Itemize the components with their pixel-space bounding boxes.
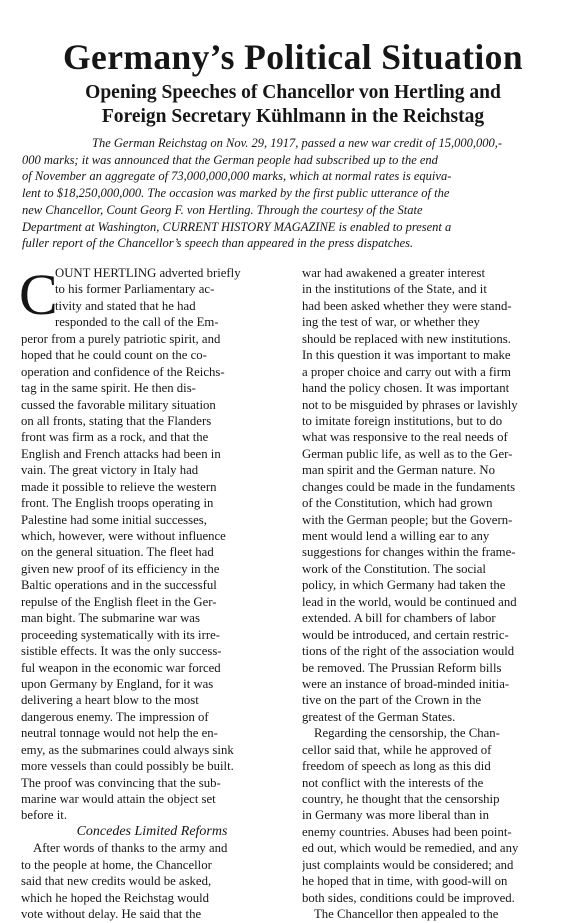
body-line: changes could be made in the fundaments (302, 479, 516, 494)
body-line: tions of the right of the association would (302, 644, 515, 659)
body-line: sistible effects. It was the only success- (21, 644, 222, 659)
intro-line: fuller report of the Chancellor’s speech than appeared in the press dispatches. (22, 236, 414, 251)
body-line: had been asked whether they were stand- (302, 298, 512, 313)
body-line: ful weapon in the economic war forced (21, 660, 221, 675)
body-line: which he hoped the Reichstag would (21, 890, 210, 905)
body-line: In this question it was important to make (302, 348, 511, 363)
body-line: Baltic operations and in the successful (21, 578, 217, 593)
body-line: given new proof of its efficiency in the (21, 561, 220, 576)
body-line: be removed. The Prussian Reform bills (302, 660, 502, 675)
body-line: Palestine had some initial successes, (21, 512, 207, 527)
body-line: both sides, conditions could be improved. (302, 890, 515, 905)
body-line: ing the test of war, or whether they (302, 315, 480, 330)
body-line: to his former Parliamentary ac- (55, 282, 215, 297)
body-line: before it. (21, 808, 68, 823)
body-line: enemy countries. Abuses had been point- (302, 824, 512, 839)
body-line: of the Constitution, which had grown (302, 496, 493, 511)
body-line: should be replaced with new institutions. (302, 331, 511, 346)
body-line: suggestions for changes within the frame- (302, 545, 516, 560)
body-line: The proof was convincing that the sub- (21, 775, 221, 790)
body-line: dangerous enemy. The impression of (21, 709, 209, 724)
drop-cap: C (19, 262, 58, 327)
intro-line: The German Reichstag on Nov. 29, 1917, passed a new war credit of 15,000,000,- (92, 136, 503, 150)
body-line: work of the Constitution. The social (302, 561, 486, 576)
left-column (19, 262, 283, 923)
body-line: OUNT HERTLING adverted briefly (55, 266, 241, 280)
intro-line: 000 marks; it was announced that the German people had subscribed up to the end (22, 152, 438, 167)
body-line: vain. The great victory in Italy had (21, 463, 199, 478)
body-line: tive on the part of the Crown in the (302, 693, 482, 708)
body-line: a proper choice and carry out with a firm (302, 364, 511, 379)
body-line: neutral tonnage would not help the en- (21, 726, 218, 741)
body-line: with the German people; but the Govern- (302, 512, 513, 527)
body-line: proceeding systematically with its irre- (21, 627, 220, 642)
body-line: hand the policy chosen. It was important (302, 381, 510, 396)
body-line: emy, as the submarines could always sink (21, 742, 234, 757)
body-line: on all fronts, stating that the Flanders (21, 413, 212, 428)
body-line: responded to the call of the Em- (55, 315, 219, 330)
body-line: hoped that he could count on the co- (21, 348, 207, 363)
body-line: lead in the world, would be continued and (302, 594, 517, 609)
body-line: peror from a purely patriotic spirit, and (21, 331, 221, 346)
body-line: marine war would attain the object set (21, 792, 216, 806)
body-line: what was responsive to the real needs of (302, 430, 508, 445)
body-line: cussed the favorable military situation (21, 397, 216, 412)
body-line: would be introduced, and certain restric- (302, 627, 509, 642)
body-line: freedom of speech as long as this did (302, 759, 491, 774)
body-line: ed out, which would be remedied, and any (302, 841, 519, 856)
section-heading: Concedes Limited Reforms (76, 823, 228, 839)
article-subtitle-line-2: Foreign Secretary Kühlmann in the Reichstag (101, 106, 485, 127)
intro-line: of November an aggregate of 73,000,000,000 marks, which at normal rates is equiva- (22, 169, 452, 184)
body-line: in Germany was more liberal than in (302, 808, 489, 823)
right-column (302, 265, 564, 923)
body-line: said that new credits would be asked, (21, 874, 212, 889)
body-line: English and French attacks had been in (21, 446, 221, 461)
body-line: tivity and stated that he had (55, 298, 196, 313)
body-line: policy, in which Germany had taken the (302, 578, 506, 593)
body-line: ment would lend a willing ear to any (302, 529, 490, 543)
body-line: made it possible to relieve the western (21, 479, 217, 494)
body-line: vote without delay. He said that the (21, 907, 202, 922)
body-line: Regarding the censorship, the Chan- (314, 726, 500, 741)
body-line: to the people at home, the Chancellor (21, 857, 212, 872)
body-line: delivering a heart blow to the most (21, 693, 199, 708)
body-line: he hoped that in time, with good-will on (302, 874, 508, 889)
intro-line: lent to $18,250,000,000. The occasion was marked by the first public utterance of the (22, 186, 450, 201)
body-line: on the general situation. The fleet had (21, 545, 214, 560)
body-line: front. The English troops operating in (21, 496, 214, 511)
body-line: which, however, were without influence (21, 529, 226, 543)
intro-paragraph (22, 135, 564, 252)
body-line: extended. A bill for chambers of labor (302, 611, 496, 626)
body-line: not to be misguided by phrases or lavishly (302, 397, 518, 412)
body-line: were an instance of broad-minded initia- (302, 676, 510, 691)
body-line: war had awakened a greater interest (302, 266, 486, 280)
body-line: more vessels than could possibly be built. (21, 759, 234, 774)
body-line: to imitate foreign institutions, but to do (302, 413, 503, 428)
body-line: The Chancellor then appealed to the (314, 907, 499, 922)
body-line: After words of thanks to the army and (33, 841, 228, 856)
body-line: man bight. The submarine war was (21, 611, 200, 626)
intro-line: Department at Washington, CURRENT HISTORY MAGAZINE is enabled to present a (22, 219, 452, 234)
body-line: German public life, as well as to the Ger- (302, 446, 513, 461)
intro-line: new Chancellor, Count Georg F. von Hertling. Through the courtesy of the State (22, 202, 423, 217)
body-line: front was firm as a rock, and that the (21, 430, 209, 445)
body-line: upon Germany by England, for it was (21, 676, 214, 691)
body-line: in the institutions of the State, and it (302, 282, 487, 297)
body-line: cellor said that, while he approved of (302, 742, 492, 757)
body-line: just complaints would be considered; and (302, 857, 514, 872)
body-line: tag in the same spirit. He then dis- (21, 381, 196, 396)
body-line: country, he thought that the censorship (302, 792, 500, 806)
body-line: not conflict with the interests of the (302, 775, 484, 790)
body-line: repulse of the English fleet in the Ger- (21, 594, 217, 609)
body-line: operation and confidence of the Reichs- (21, 364, 225, 379)
article-subtitle-line-1: Opening Speeches of Chancellor von Hertling and (85, 82, 501, 103)
article-title: Germany’s Political Situation (63, 37, 523, 77)
body-line: greatest of the German States. (302, 709, 456, 724)
body-line: man spirit and the German nature. No (302, 463, 495, 478)
